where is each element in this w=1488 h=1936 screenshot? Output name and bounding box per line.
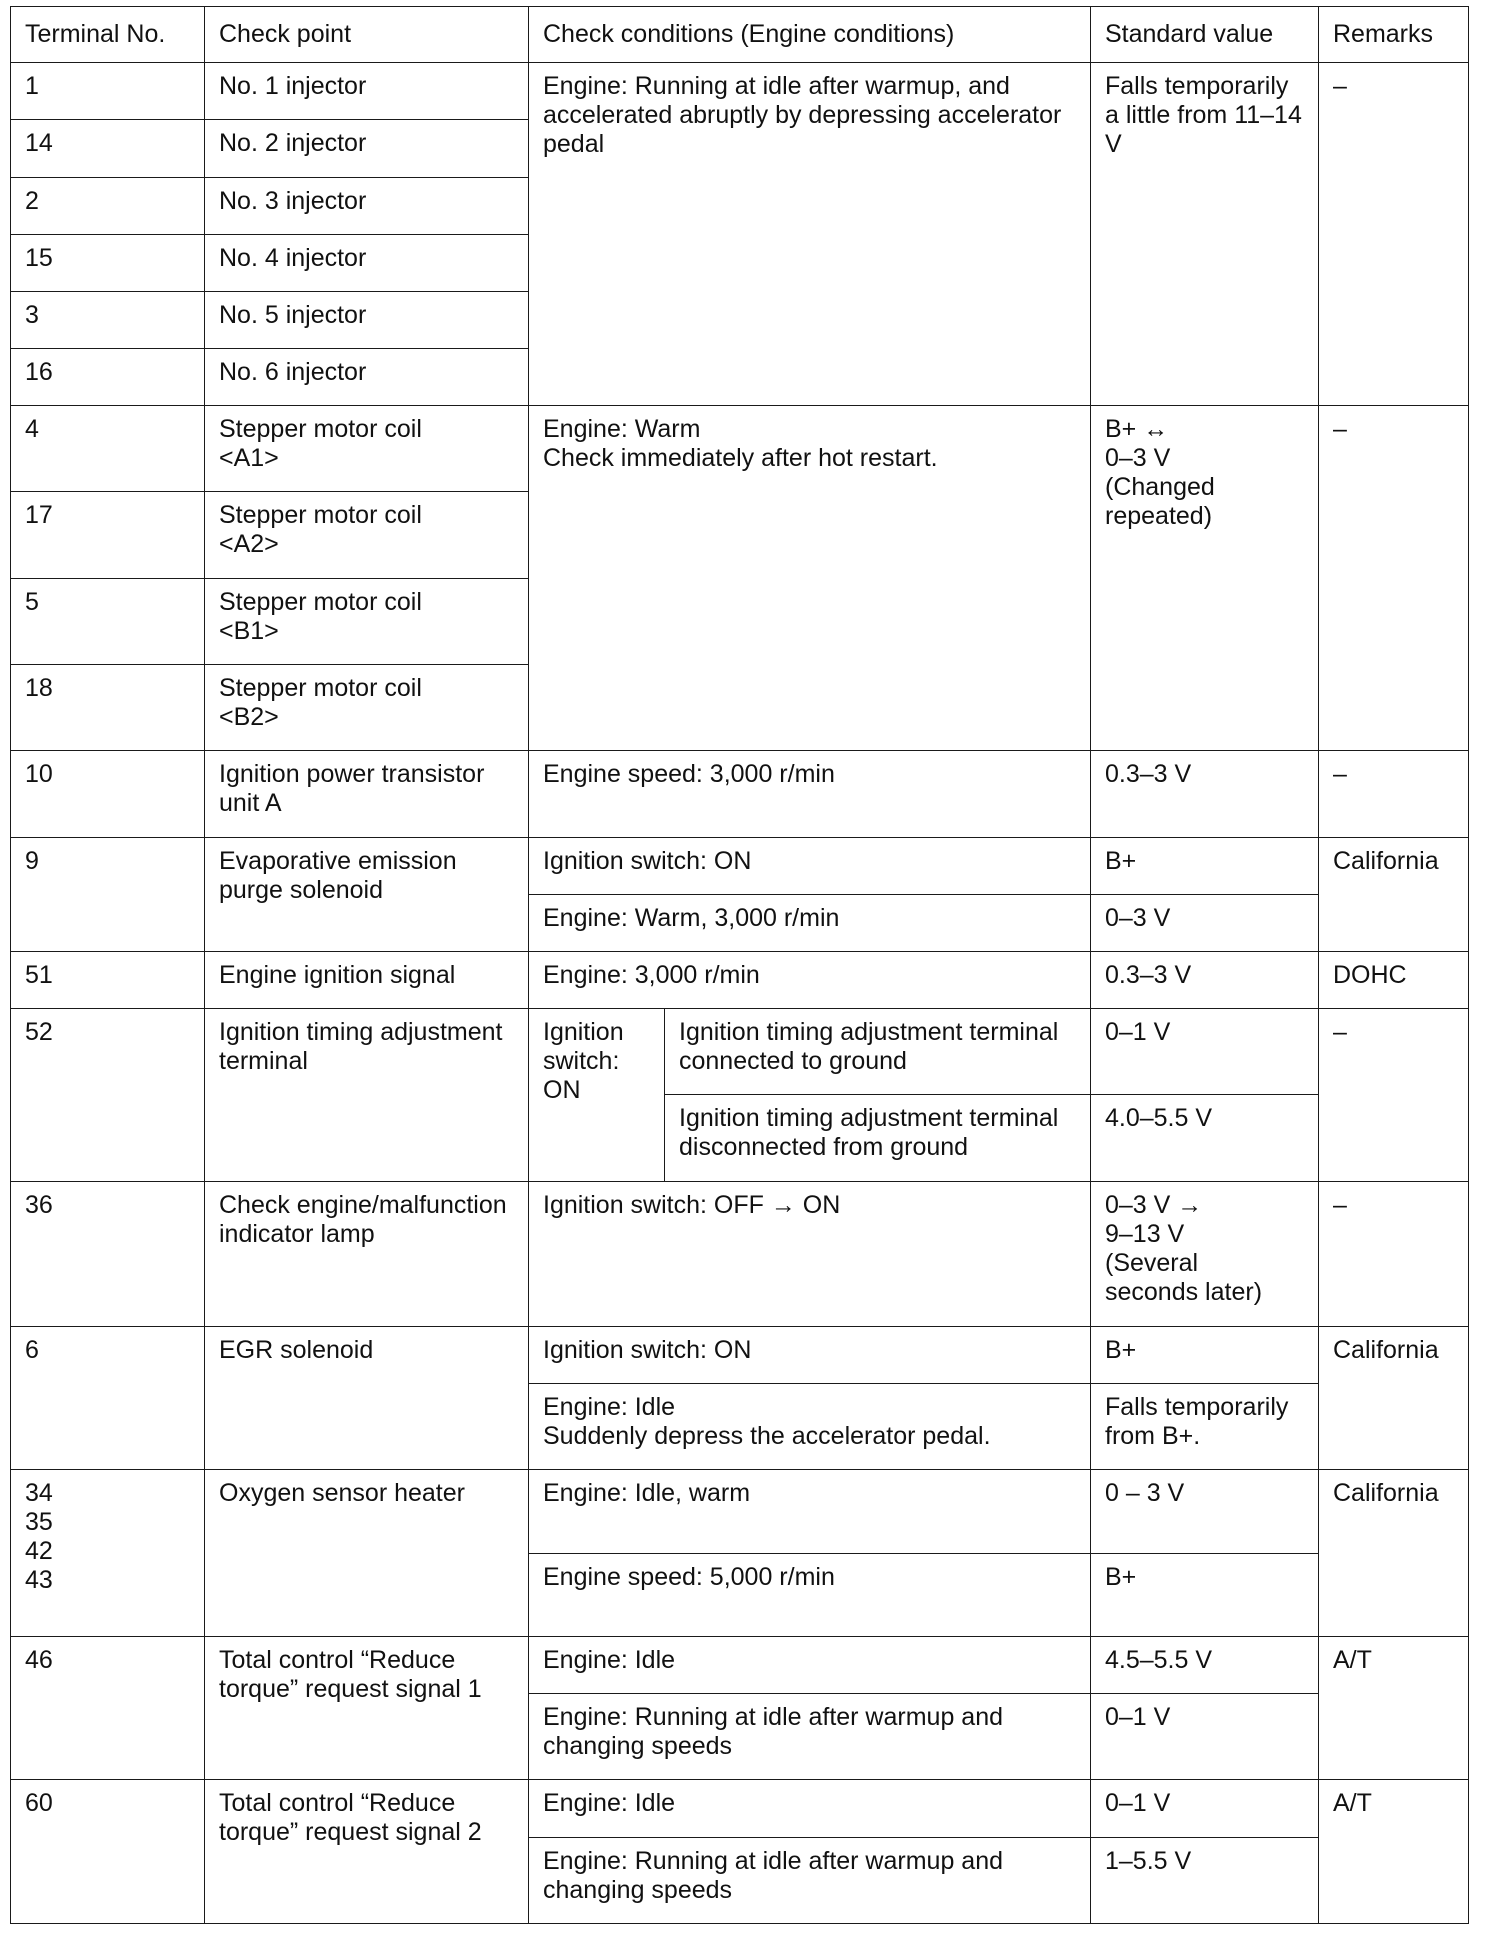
standard-cell: 0–3 V — [1091, 894, 1319, 951]
check-point-cell: No. 5 injector — [205, 291, 529, 348]
terminal-number: 35 — [25, 1508, 53, 1537]
condition-cell: Engine: 3,000 r/min — [529, 951, 1091, 1008]
standard-cell: 4.0–5.5 V — [1091, 1095, 1319, 1181]
condition-cell: Ignition timing adjustment terminal connected to ground — [665, 1009, 1091, 1095]
table-row — [11, 1470, 1469, 1553]
standard-cell: Falls temporarily from B+. — [1091, 1384, 1319, 1470]
terminal-cell: 10 — [11, 751, 205, 837]
condition-cell: Engine: Warm, 3,000 r/min — [529, 894, 1091, 951]
remarks-cell: California — [1319, 837, 1469, 951]
remarks-cell: A/T — [1319, 1636, 1469, 1779]
check-point-cell: No. 6 injector — [205, 349, 529, 406]
terminal-check-table — [10, 6, 1469, 1924]
table-row — [11, 406, 1469, 492]
check-point-cell: Stepper motor coil <B2> — [205, 665, 529, 751]
standard-cell: 0.3–3 V — [1091, 951, 1319, 1008]
terminal-cell: 3 — [11, 291, 205, 348]
terminal-cell: 4 — [11, 406, 205, 492]
remarks-cell: – — [1319, 751, 1469, 837]
standard-cell: Falls temporarily a little from 11–14 V — [1091, 63, 1319, 406]
header-standard-value: Standard value — [1091, 7, 1319, 63]
table-row — [11, 1009, 1469, 1095]
terminal-cell: 51 — [11, 951, 205, 1008]
check-point-cell: Stepper motor coil <A1> — [205, 406, 529, 492]
check-point-cell: Total control “Reduce torque” request signal 1 — [205, 1636, 529, 1779]
condition-cell: Engine: Idle, warm — [529, 1470, 1091, 1553]
remarks-cell: – — [1319, 406, 1469, 751]
condition-cell: Ignition timing adjustment terminal disconnected from ground — [665, 1095, 1091, 1181]
table-row — [11, 1636, 1469, 1693]
table-row — [11, 751, 1469, 837]
standard-cell: 0–1 V — [1091, 1009, 1319, 1095]
terminal-cell: 5 — [11, 578, 205, 664]
terminal-number: 43 — [25, 1566, 53, 1595]
check-point-cell: No. 1 injector — [205, 63, 529, 120]
table-row — [11, 1780, 1469, 1837]
terminal-number: 42 — [25, 1537, 53, 1566]
condition-cell: Engine: Warm Check immediately after hot restart. — [529, 406, 1091, 751]
standard-cell: 1–5.5 V — [1091, 1837, 1319, 1923]
terminal-cell: 6 — [11, 1327, 205, 1470]
table-row — [11, 951, 1469, 1008]
header-conditions: Check conditions (Engine conditions) — [529, 7, 1091, 63]
header-check-point: Check point — [205, 7, 529, 63]
terminal-cell: 16 — [11, 349, 205, 406]
remarks-cell: – — [1319, 63, 1469, 406]
condition-cell: Engine: Idle Suddenly depress the accelerator pedal. — [529, 1384, 1091, 1470]
standard-cell: B+ — [1091, 1327, 1319, 1384]
check-point-cell: Engine ignition signal — [205, 951, 529, 1008]
sub-condition-cell: Ignition switch: ON — [529, 1009, 665, 1182]
header-terminal: Terminal No. — [11, 7, 205, 63]
check-point-cell: Stepper motor coil <B1> — [205, 578, 529, 664]
condition-cell: Ignition switch: ON — [529, 837, 1091, 894]
header-remarks: Remarks — [1319, 7, 1469, 63]
check-point-cell: No. 3 injector — [205, 177, 529, 234]
standard-cell: 4.5–5.5 V — [1091, 1636, 1319, 1693]
header-row — [11, 7, 1469, 63]
terminal-cell: 60 — [11, 1780, 205, 1924]
check-point-cell: Total control “Reduce torque” request signal 2 — [205, 1780, 529, 1924]
condition-cell: Engine: Running at idle after warmup and changing speeds — [529, 1837, 1091, 1923]
condition-cell: Engine: Running at idle after warmup and changing speeds — [529, 1694, 1091, 1780]
condition-cell: Engine: Idle — [529, 1780, 1091, 1837]
condition-cell: Engine: Running at idle after warmup, and accelerated abruptly by depressing accelerator pedal — [529, 63, 1091, 406]
terminal-cell: 15 — [11, 234, 205, 291]
standard-cell: 0.3–3 V — [1091, 751, 1319, 837]
check-point-cell: Oxygen sensor heater — [205, 1470, 529, 1637]
table-row — [11, 1181, 1469, 1326]
condition-cell: Engine speed: 5,000 r/min — [529, 1553, 1091, 1636]
standard-cell: 0–3 V → 9–13 V (Several seconds later) — [1091, 1181, 1319, 1326]
table-row — [11, 63, 1469, 120]
terminal-cell: 9 — [11, 837, 205, 951]
check-point-cell: No. 2 injector — [205, 120, 529, 177]
terminal-cell: 36 — [11, 1181, 205, 1326]
remarks-cell: California — [1319, 1327, 1469, 1470]
terminal-cell: 1 — [11, 63, 205, 120]
terminal-cell: 52 — [11, 1009, 205, 1182]
standard-cell: B+ — [1091, 1553, 1319, 1636]
terminal-cell: 46 — [11, 1636, 205, 1779]
check-point-cell: Ignition timing adjustment terminal — [205, 1009, 529, 1182]
terminal-number: 34 — [25, 1479, 53, 1508]
remarks-cell: DOHC — [1319, 951, 1469, 1008]
terminal-cell — [11, 1470, 205, 1637]
condition-cell: Engine speed: 3,000 r/min — [529, 751, 1091, 837]
standard-cell: 0–1 V — [1091, 1780, 1319, 1837]
check-point-cell: No. 4 injector — [205, 234, 529, 291]
check-point-cell: Check engine/malfunction indicator lamp — [205, 1181, 529, 1326]
check-point-cell: Ignition power transistor unit A — [205, 751, 529, 837]
remarks-cell: California — [1319, 1470, 1469, 1637]
terminal-cell: 17 — [11, 492, 205, 578]
table-row — [11, 837, 1469, 894]
check-point-cell: EGR solenoid — [205, 1327, 529, 1470]
terminal-cell: 14 — [11, 120, 205, 177]
terminal-cell: 18 — [11, 665, 205, 751]
standard-cell: 0–1 V — [1091, 1694, 1319, 1780]
table-row — [11, 1327, 1469, 1384]
check-point-cell: Stepper motor coil <A2> — [205, 492, 529, 578]
condition-cell: Ignition switch: OFF → ON — [529, 1181, 1091, 1326]
standard-cell: 0 – 3 V — [1091, 1470, 1319, 1553]
terminal-cell: 2 — [11, 177, 205, 234]
check-point-cell: Evaporative emission purge solenoid — [205, 837, 529, 951]
condition-cell: Ignition switch: ON — [529, 1327, 1091, 1384]
standard-cell: B+ ↔ 0–3 V (Changed repeated) — [1091, 406, 1319, 751]
remarks-cell: – — [1319, 1181, 1469, 1326]
standard-cell: B+ — [1091, 837, 1319, 894]
remarks-cell: A/T — [1319, 1780, 1469, 1924]
remarks-cell: – — [1319, 1009, 1469, 1182]
condition-cell: Engine: Idle — [529, 1636, 1091, 1693]
